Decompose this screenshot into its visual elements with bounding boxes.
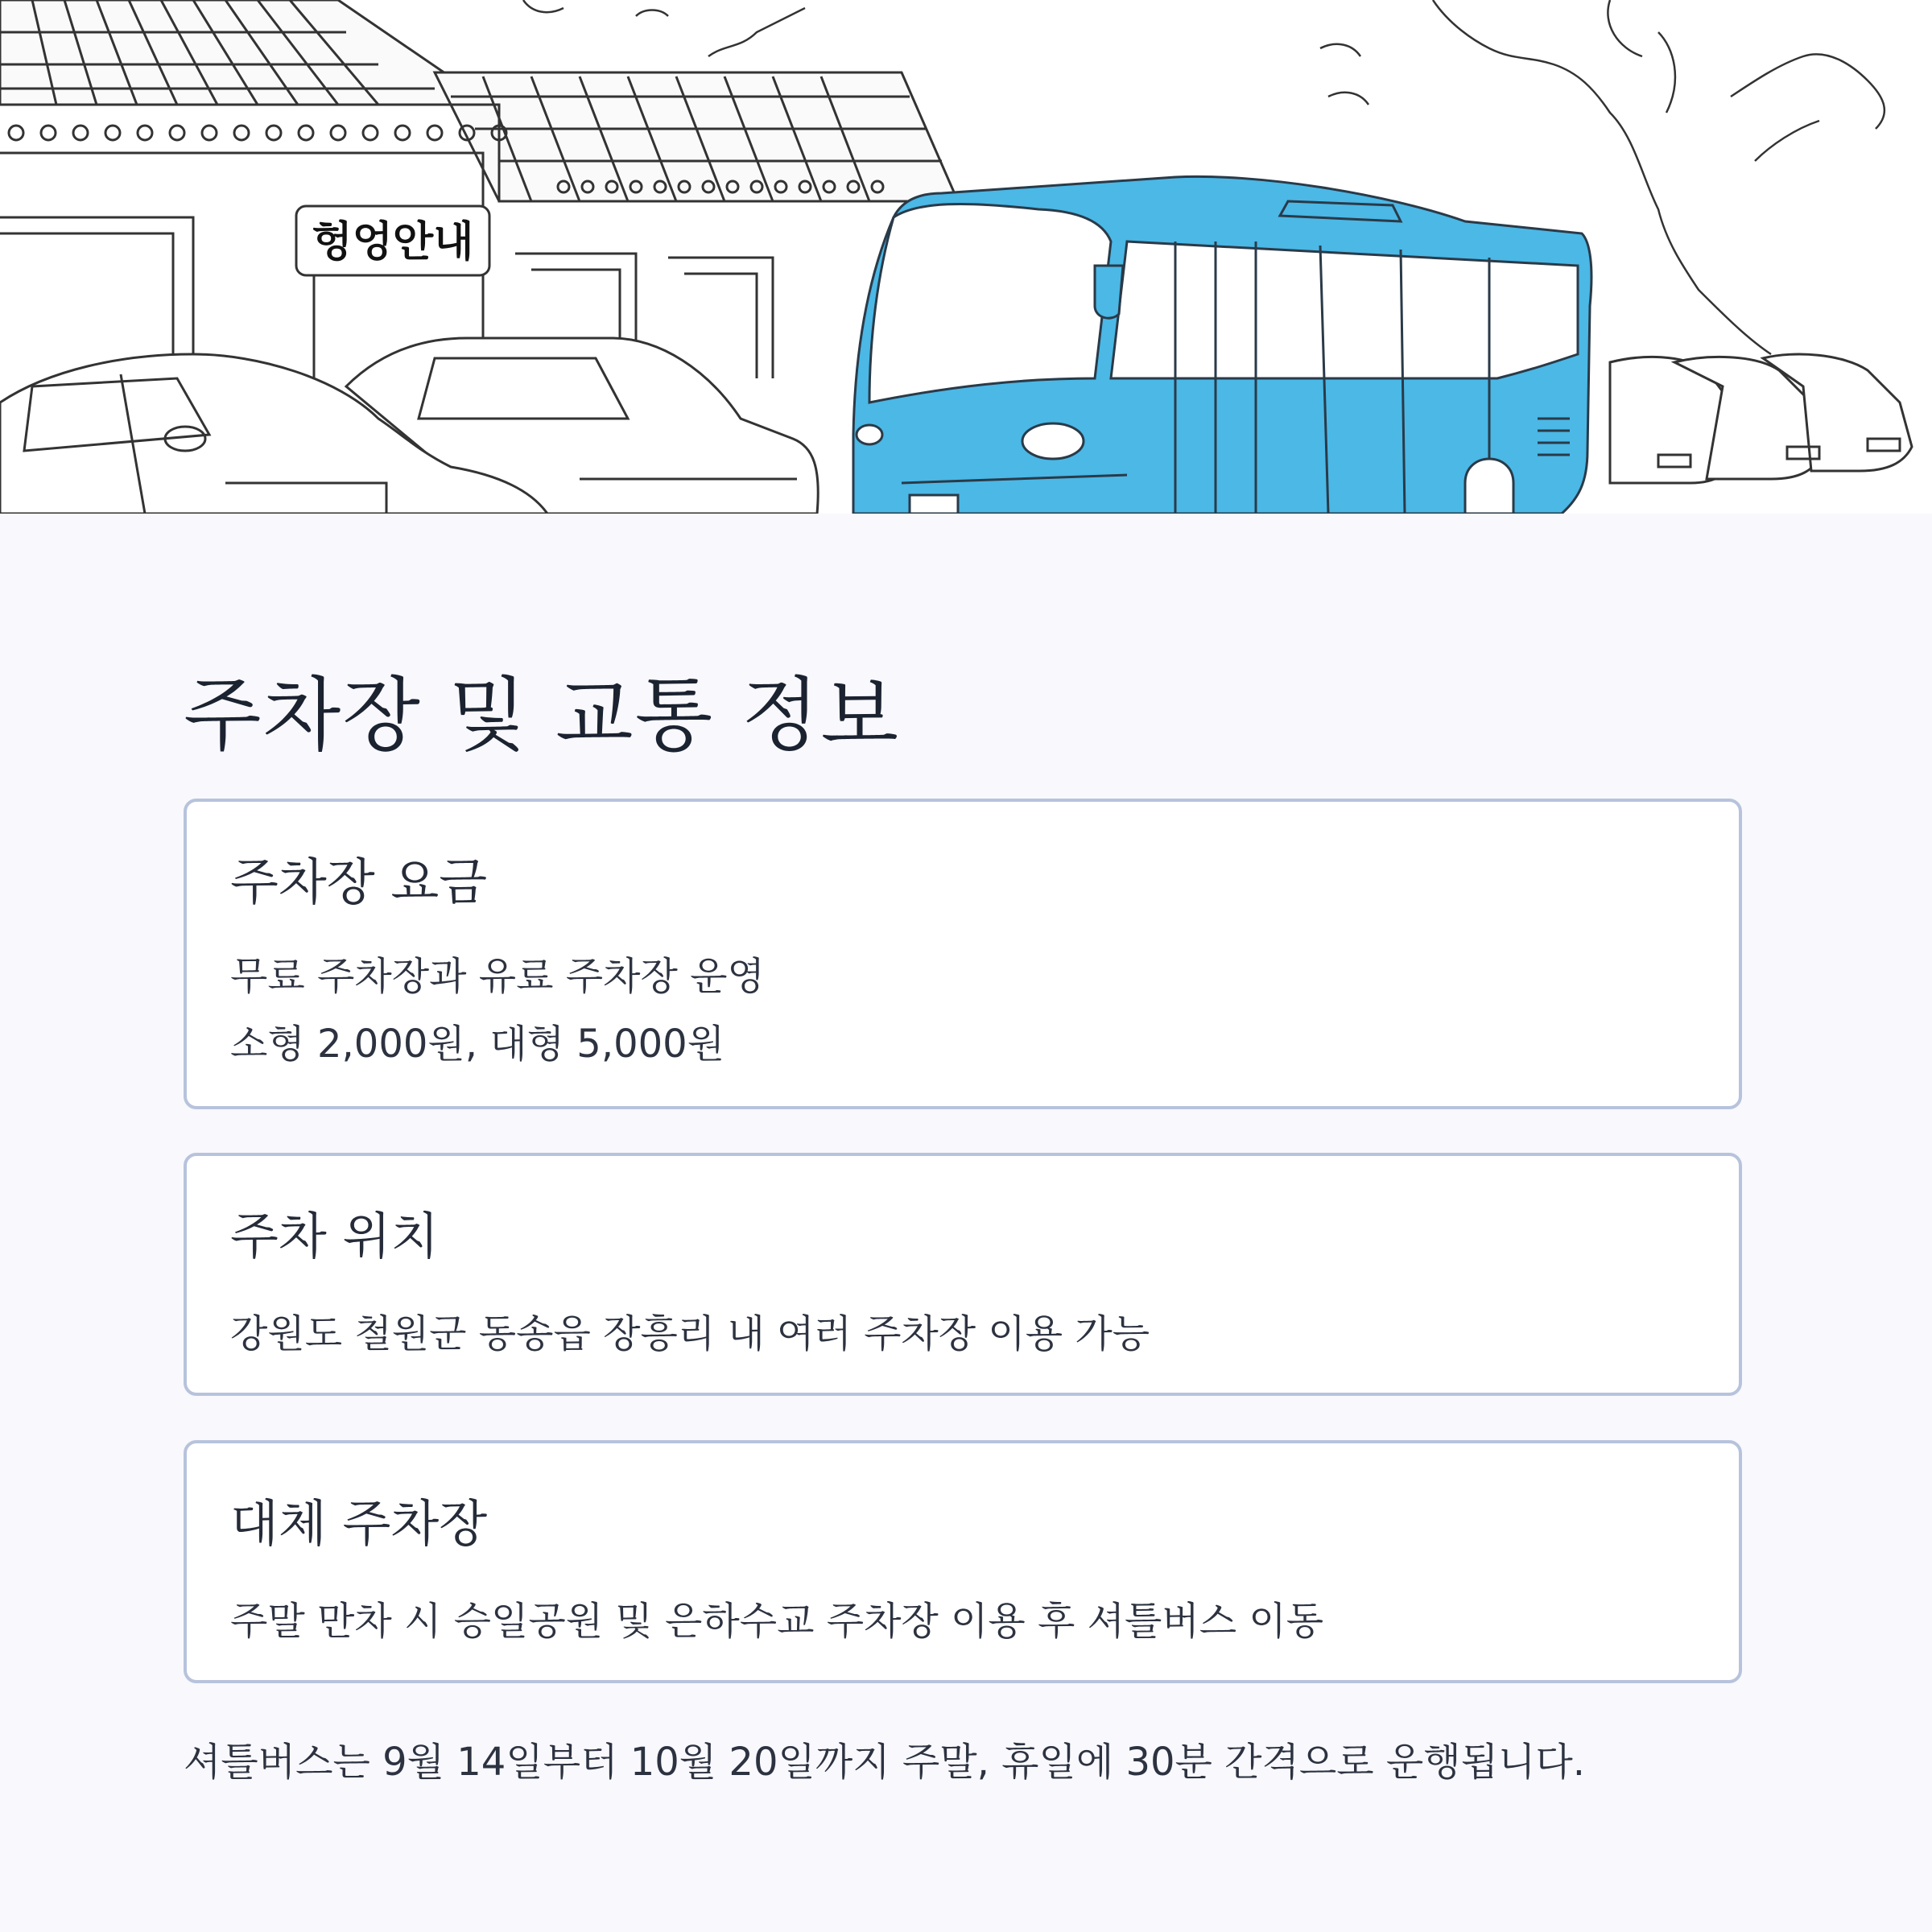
sign-text: 헝엉안내 (312, 218, 474, 266)
card-title: 주차 위치 (230, 1207, 440, 1265)
parked-cars-left (0, 338, 818, 514)
parked-cars-right (1610, 354, 1912, 483)
page-title: 주차장 및 교통 정보 (184, 668, 901, 762)
card-text: 무료 주차장과 유료 주차장 운영 (230, 954, 765, 999)
shuttle-bus (853, 176, 1591, 514)
alternative-parking-card (184, 1440, 1742, 1683)
parking-fee-card (184, 799, 1742, 1109)
card-text: 소형 2,000원, 대형 5,000원 (230, 1022, 725, 1067)
hero-illustration (0, 0, 1932, 514)
card-text: 주말 만차 시 승일공원 및 은하수교 주차장 이용 후 셔틀버스 이동 (230, 1599, 1324, 1644)
card-title: 주차장 요금 (230, 852, 488, 911)
card-title: 대체 주차장 (230, 1494, 488, 1553)
parking-illustration (0, 0, 1932, 514)
shuttle-footnote: 셔틀버스는 9월 14일부터 10월 20일까지 주말, 휴일에 30분 간격으로 운행됩니다. (184, 1740, 1585, 1785)
parking-location-card (184, 1153, 1742, 1396)
card-text: 강원도 철원군 동송읍 장흥리 내 여러 주차장 이용 가능 (230, 1311, 1150, 1356)
